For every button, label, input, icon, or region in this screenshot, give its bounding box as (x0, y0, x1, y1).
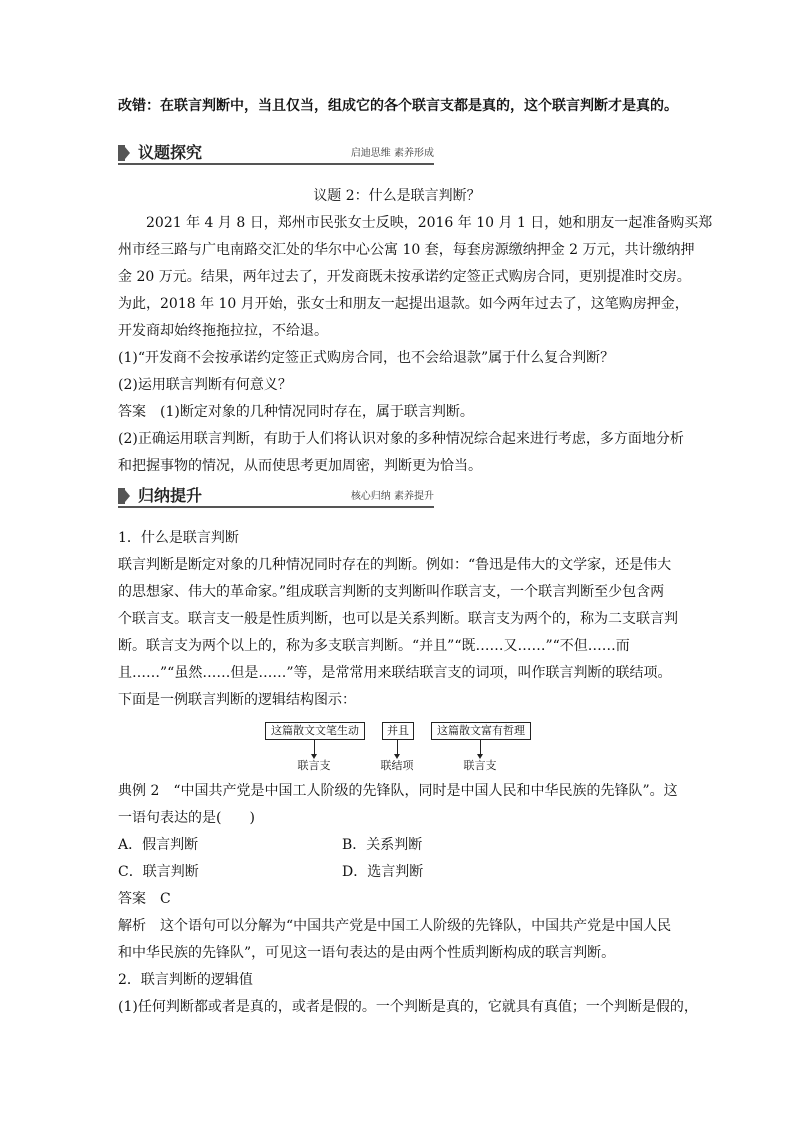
part2-heading: 2．联言判断的逻辑值 (118, 972, 253, 988)
topic-heading: 议题 2：什么是联言判断？ (313, 188, 481, 204)
diagram-label-conjunct: 联言支 (297, 759, 331, 772)
question-1: (1)“开发商不会按承诺约定签正式购房合同，也不会给退款”属于什么复合判断？ (118, 350, 615, 366)
topic-paragraph-line: 2021 年 4 月 8 日，郑州市民张女士反映，2016 年 10 月 1 日，她和朋友一起准备购买郑 (146, 215, 713, 231)
section-title: 归纳提升 (138, 486, 203, 505)
section-marker-icon (118, 145, 125, 161)
part1-line: 断。联言支为两个以上的，称为多支联言判断。“并且”“既……又……”“不但……而 (118, 638, 630, 654)
diagram-label-connective: 联结项 (380, 759, 414, 772)
topic-paragraph-line: 开发商却始终拖拖拉拉，不给退。 (118, 323, 328, 339)
logic-structure-diagram (265, 722, 535, 774)
diagram-arrow-down-icon (397, 740, 398, 754)
correction-text: 改错：在联言判断中，当且仅当，组成它的各个联言支都是真的，这个联言判断才是真的。 (118, 98, 678, 114)
topic-paragraph-line: 州市经三路与广电南路交汇处的华尔中心公寓 10 套，每套房源缴纳押金 2 万元，共计缴纳押 (118, 242, 695, 258)
answer-2-line: 和把握事物的情况，从而使思考更加周密，判断更为恰当。 (118, 458, 482, 474)
question-2: (2)运用联言判断有何意义？ (118, 377, 292, 393)
option-d: D．选言判断 (342, 864, 424, 880)
option-b: B．关系判断 (342, 837, 423, 853)
section-rule (118, 506, 434, 508)
section-header-summary (118, 484, 434, 508)
part1-line: 联言判断是断定对象的几种情况同时存在的判断。例如：“鲁迅是伟大的文学家，还是伟大 (118, 557, 672, 573)
part1-line: 个联言支。联言支一般是性质判断，也可以是关系判断。联言支为两个的，称为二支联言判 (118, 611, 678, 627)
example-analysis-line: 和中华民族的先锋队”，可见这一语句表达的是由两个性质判断构成的联言判断。 (118, 945, 616, 961)
option-c: C．联言判断 (118, 864, 199, 880)
section-header-discussion (118, 141, 434, 165)
example-stem-line: 典例 2 “中国共产党是中国工人阶级的先锋队，同时是中国人民和中华民族的先锋队”。这 (118, 783, 678, 799)
option-a: A．假言判断 (118, 837, 199, 853)
example-answer: 答案 C (118, 891, 171, 907)
diagram-box-conjunct-1: 这篇散文文笔生动 (265, 722, 365, 740)
example-analysis-line: 解析 这个语句可以分解为“中国共产党是中国工人阶级的先锋队，中国共产党是中国人民 (118, 918, 672, 934)
section-title: 议题探究 (138, 143, 203, 162)
part1-line: 的思想家、伟大的革命家。”组成联言判断的支判断叫作联言支，一个联言判断至少包含两 (118, 584, 665, 600)
diagram-box-connective: 并且 (382, 722, 414, 740)
part1-line: 下面是一例联言判断的逻辑结构图示： (118, 692, 356, 708)
example-stem-line: 一语句表达的是( ) (118, 810, 255, 826)
topic-paragraph-line: 金 20 万元。结果，两年过去了，开发商既未按承诺约定签正式购房合同，更别提准时交房。 (118, 269, 691, 285)
diagram-arrow-down-icon (480, 740, 481, 754)
diagram-label-conjunct: 联言支 (463, 759, 497, 772)
section-subtitle: 核心归纳 素养提升 (350, 491, 434, 502)
diagram-arrow-down-icon (314, 740, 315, 754)
part1-line: 且……”“虽然……但是……”等，是常常用来联结联言支的词项，叫作联言判断的联结项。 (118, 665, 672, 681)
section-subtitle: 启迪思维 素养形成 (350, 148, 434, 159)
section-marker-icon (118, 488, 125, 504)
diagram-box-conjunct-2: 这篇散文富有哲理 (431, 722, 531, 740)
topic-paragraph-line: 为此，2018 年 10 月开始，张女士和朋友一起提出退款。如今两年过去了，这笔购房押金， (118, 296, 689, 312)
part2-line: (1)任何判断都或者是真的，或者是假的。一个判断是真的，它就具有真值；一个判断是假的， (118, 999, 698, 1015)
answer-2-line: (2)正确运用联言判断，有助于人们将认识对象的多种情况综合起来进行考虑，多方面地分析 (118, 431, 684, 447)
section-rule (118, 163, 434, 165)
answer-1: 答案 (1)断定对象的几种情况同时存在，属于联言判断。 (118, 404, 474, 420)
part1-heading: 1．什么是联言判断 (118, 530, 239, 546)
